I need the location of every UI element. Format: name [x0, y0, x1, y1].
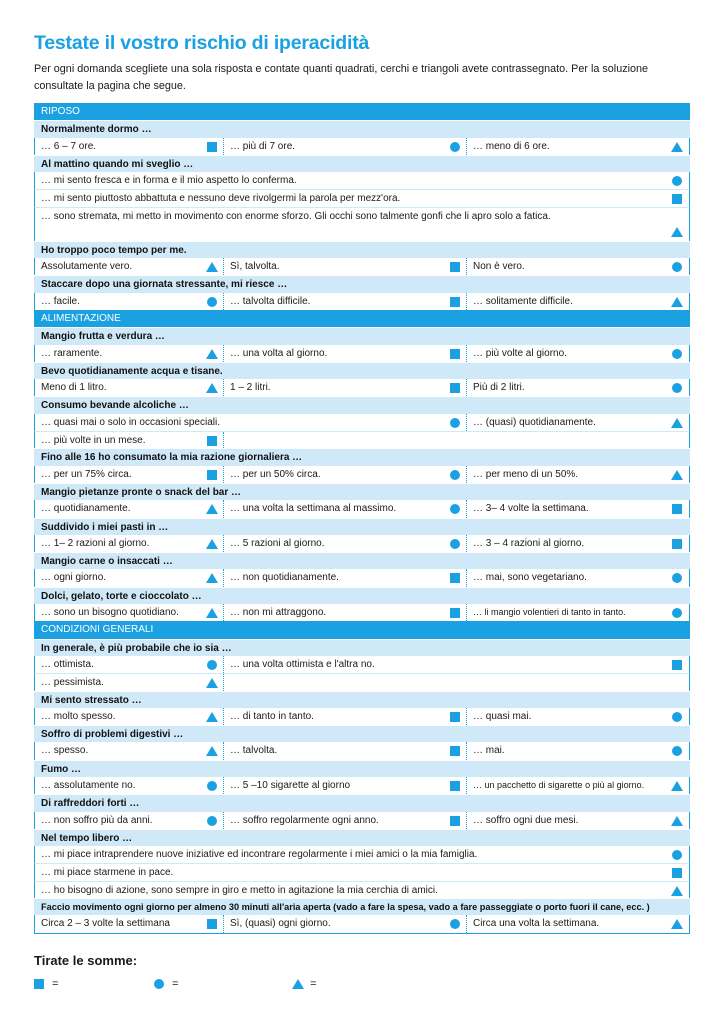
answer-label: … talvolta. — [230, 745, 278, 757]
answer-label: … 3 – 4 razioni al giorno. — [473, 537, 585, 549]
triangle-icon[interactable] — [206, 383, 218, 393]
circle-icon[interactable] — [672, 608, 682, 618]
answer-row — [34, 673, 690, 690]
triangle-icon[interactable] — [206, 504, 218, 514]
triangle-icon[interactable] — [206, 712, 218, 722]
answer-option[interactable] — [466, 258, 688, 275]
answer-option[interactable] — [466, 812, 688, 829]
square-icon[interactable] — [672, 194, 682, 204]
answer-label: 1 – 2 litri. — [230, 382, 271, 394]
answer-option[interactable] — [466, 708, 688, 725]
question-row: Consumo bevande alcoliche … — [34, 396, 690, 413]
answer-label: … sono un bisogno quotidiano. — [41, 607, 179, 619]
answer-option[interactable] — [466, 138, 688, 155]
question-row: In generale, è più probabile che io sia … — [34, 639, 690, 656]
question-row: Staccare dopo una giornata stressante, mi riesce … — [34, 275, 690, 292]
answer-label: … mi sento piuttosto abbattuta e nessuno deve rivolgermi la parola per mezz'ora. — [41, 193, 401, 205]
answer-row — [34, 656, 690, 673]
answer-row — [34, 500, 690, 517]
answer-row — [34, 742, 690, 759]
answer-label: … soffro regolarmente ogni anno. — [230, 814, 379, 826]
total-circles-eq: = — [172, 978, 179, 990]
answer-option[interactable] — [223, 569, 466, 586]
triangle-icon[interactable] — [671, 816, 683, 826]
question-row: Mangio carne o insaccati … — [34, 552, 690, 569]
section-title: CONDIZIONI GENERALI — [41, 624, 154, 636]
triangle-icon — [292, 979, 304, 989]
answer-label: … ogni giorno. — [41, 572, 107, 584]
answer-label: … più di 7 ore. — [230, 140, 296, 152]
triangle-icon[interactable] — [671, 227, 683, 237]
circle-icon — [154, 979, 164, 989]
triangle-icon[interactable] — [206, 349, 218, 359]
answer-option[interactable] — [223, 345, 466, 362]
circle-icon[interactable] — [672, 712, 682, 722]
triangle-icon[interactable] — [671, 470, 683, 480]
answer-label: … 1– 2 razioni al giorno. — [41, 537, 150, 549]
answer-option[interactable] — [223, 604, 466, 621]
answer-option[interactable] — [466, 414, 688, 431]
square-icon[interactable] — [450, 573, 460, 583]
question-row: Fino alle 16 ho consumato la mia razione giornaliera … — [34, 448, 690, 465]
answer-row — [34, 466, 690, 483]
answer-row — [34, 915, 690, 932]
answer-label: … mi piace starmene in pace. — [41, 867, 174, 879]
answer-option[interactable] — [466, 345, 688, 362]
square-icon[interactable] — [672, 868, 682, 878]
answer-label: … mi sento fresca e in forma e il mio aspetto lo conferma. — [41, 175, 297, 187]
answer-option[interactable] — [466, 915, 688, 932]
question-row: Mi sento stressato … — [34, 691, 690, 708]
answer-row — [34, 207, 690, 241]
answer-option[interactable] — [35, 777, 223, 794]
circle-icon[interactable] — [672, 573, 682, 583]
question-row: Fumo … — [34, 760, 690, 777]
square-icon[interactable] — [450, 816, 460, 826]
triangle-icon[interactable] — [671, 418, 683, 428]
answer-option[interactable] — [466, 535, 688, 552]
answer-row — [34, 863, 690, 880]
answer-row — [34, 414, 690, 431]
answer-option[interactable] — [35, 432, 223, 448]
answer-option[interactable] — [223, 500, 466, 517]
answer-option[interactable] — [466, 569, 688, 586]
answer-label: … per un 50% circa. — [230, 468, 321, 480]
question-row: Nel tempo libero … — [34, 829, 690, 846]
answer-row — [34, 293, 690, 310]
triangle-icon[interactable] — [671, 142, 683, 152]
circle-icon[interactable] — [672, 349, 682, 359]
answer-option[interactable] — [223, 466, 466, 483]
answer-option[interactable] — [35, 138, 223, 155]
answer-label: … un pacchetto di sigarette o più al giorno. — [473, 779, 645, 790]
answer-option[interactable] — [223, 742, 466, 759]
answer-option[interactable] — [35, 500, 223, 517]
answer-label: … meno di 6 ore. — [473, 140, 550, 152]
answer-label: … mi piace intraprendere nuove iniziative ed incontrare regolarmente i miei amici o la mia famiglia. — [41, 849, 478, 861]
triangle-icon[interactable] — [206, 262, 218, 272]
triangle-icon[interactable] — [671, 886, 683, 896]
square-icon[interactable] — [672, 504, 682, 514]
answer-row — [34, 172, 690, 189]
answer-option[interactable] — [35, 172, 688, 189]
answer-label: Circa 2 – 3 volte la settimana — [41, 918, 170, 930]
answer-option[interactable] — [35, 915, 223, 932]
answer-option[interactable] — [466, 777, 688, 794]
answer-option[interactable] — [35, 882, 688, 898]
answer-label: … non mi attraggono. — [230, 607, 327, 619]
answer-option[interactable] — [35, 656, 223, 673]
empty-cell — [223, 674, 688, 690]
answer-option[interactable] — [466, 379, 688, 396]
answer-row — [34, 777, 690, 794]
answer-option[interactable] — [466, 500, 688, 517]
answer-label: … 6 – 7 ore. — [41, 140, 97, 152]
circle-icon[interactable] — [450, 919, 460, 929]
answer-label: … per meno di un 50%. — [473, 468, 579, 480]
answer-label: … assolutamente no. — [41, 779, 136, 791]
answer-option[interactable] — [35, 258, 223, 275]
answer-option[interactable] — [35, 742, 223, 759]
total-squares-eq: = — [52, 978, 59, 990]
answer-row — [34, 569, 690, 586]
triangle-icon[interactable] — [206, 678, 218, 688]
answer-label: … soffro ogni due mesi. — [473, 814, 579, 826]
answer-option[interactable] — [35, 812, 223, 829]
triangle-icon[interactable] — [206, 608, 218, 618]
circle-icon[interactable] — [207, 660, 217, 670]
answer-label: … non soffro più da anni. — [41, 814, 153, 826]
section-title: RIPOSO — [41, 106, 80, 117]
answer-row — [34, 345, 690, 362]
question-row: Bevo quotidianamente acqua e tisane. — [34, 362, 690, 379]
question-row: Ho troppo poco tempo per me. — [34, 241, 690, 258]
answer-option[interactable] — [35, 846, 688, 863]
answer-label: … quasi mai o solo in occasioni speciali. — [41, 416, 220, 428]
answer-label: … una volta ottimista e l'altra no. — [230, 658, 375, 670]
circle-icon[interactable] — [450, 142, 460, 152]
answer-label: … solitamente difficile. — [473, 295, 573, 307]
answer-label: … non quotidianamente. — [230, 572, 339, 584]
square-icon[interactable] — [450, 297, 460, 307]
answer-option[interactable] — [223, 258, 466, 275]
triangle-icon[interactable] — [671, 919, 683, 929]
answer-option[interactable] — [223, 812, 466, 829]
intro-text: Per ogni domanda scegliete una sola risposta e contate quanti quadrati, cerchi e triangoli avete contrassegnato. Per la soluzione consultate la pagina che segue. — [34, 63, 649, 92]
answer-row — [34, 604, 690, 621]
answer-option[interactable] — [466, 466, 688, 483]
answer-option[interactable] — [223, 777, 466, 794]
answer-option[interactable] — [35, 535, 223, 552]
triangle-icon[interactable] — [206, 539, 218, 549]
question-row: Soffro di problemi digestivi … — [34, 725, 690, 742]
circle-icon[interactable] — [672, 262, 682, 272]
totals-row — [34, 977, 434, 993]
answer-option[interactable] — [223, 293, 466, 310]
answer-label: Sì, (quasi) ogni giorno. — [230, 918, 331, 930]
answer-label: … molto spesso. — [41, 710, 116, 722]
triangle-icon[interactable] — [206, 746, 218, 756]
answer-label: … 5 razioni al giorno. — [230, 537, 325, 549]
quiz-table — [34, 103, 690, 934]
answer-option[interactable] — [35, 569, 223, 586]
answer-row — [34, 812, 690, 829]
answer-label: Meno di 1 litro. — [41, 382, 107, 394]
answer-label: … per un 75% circa. — [41, 468, 132, 480]
square-icon[interactable] — [450, 746, 460, 756]
section-header — [34, 103, 690, 120]
answer-option[interactable] — [223, 379, 466, 396]
question-row: Mangio pietanze pronte o snack del bar … — [34, 483, 690, 500]
triangle-icon[interactable] — [671, 781, 683, 791]
answer-row — [34, 881, 690, 898]
answer-label: … quasi mai. — [473, 710, 532, 722]
answer-label: … di tanto in tanto. — [230, 710, 314, 722]
square-icon[interactable] — [450, 383, 460, 393]
question-row: Faccio movimento ogni giorno per almeno 30 minuti all'aria aperta (vado a fare la spesa, vado a fare passeggiate o porto fuori il cane, ecc. ) — [34, 898, 690, 915]
answer-row — [34, 379, 690, 396]
answer-option[interactable] — [35, 708, 223, 725]
circle-icon[interactable] — [207, 781, 217, 791]
answer-option[interactable] — [223, 535, 466, 552]
answer-label: … 3– 4 volte la settimana. — [473, 503, 589, 515]
answer-label: Sì, talvolta. — [230, 261, 280, 273]
answer-label: … pessimista. — [41, 677, 104, 689]
circle-icon[interactable] — [450, 504, 460, 514]
answer-option[interactable] — [223, 708, 466, 725]
answer-label: Circa una volta la settimana. — [473, 918, 600, 930]
triangle-icon[interactable] — [671, 297, 683, 307]
answer-label: … più volte in un mese. — [41, 435, 146, 447]
answer-label: … sono stremata, mi metto in movimento con enorme sforzo. Gli occhi sono talmente gonfi che li apro solo a fatica. — [41, 210, 551, 222]
triangle-icon[interactable] — [206, 573, 218, 583]
answer-option[interactable] — [35, 466, 223, 483]
circle-icon[interactable] — [207, 816, 217, 826]
circle-icon[interactable] — [450, 539, 460, 549]
section-header — [34, 310, 690, 327]
square-icon[interactable] — [450, 349, 460, 359]
square-icon[interactable] — [450, 781, 460, 791]
square-icon[interactable] — [207, 142, 217, 152]
answer-option[interactable] — [35, 208, 688, 241]
answer-option[interactable] — [35, 293, 223, 310]
answer-label: … più volte al giorno. — [473, 347, 567, 359]
answer-label: … raramente. — [41, 347, 103, 359]
answer-label: … 5 –10 sigarette al giorno — [230, 779, 351, 791]
answer-label: Non è vero. — [473, 261, 525, 273]
answer-option[interactable] — [466, 604, 688, 621]
answer-option[interactable] — [35, 604, 223, 621]
square-icon[interactable] — [450, 262, 460, 272]
answer-row — [34, 535, 690, 552]
answer-row — [34, 708, 690, 725]
answer-option[interactable] — [223, 656, 688, 673]
square-icon[interactable] — [207, 919, 217, 929]
answer-label: … una volta la settimana al massimo. — [230, 503, 397, 515]
answer-option[interactable] — [35, 414, 466, 431]
square-icon — [34, 979, 44, 989]
answer-label: … quotidianamente. — [41, 503, 131, 515]
answer-label: … (quasi) quotidianamente. — [473, 416, 596, 428]
totals-title: Tirate le somme: — [34, 953, 138, 968]
answer-option[interactable] — [35, 864, 688, 880]
answer-option[interactable] — [466, 293, 688, 310]
answer-row — [34, 431, 690, 448]
question-row: Di raffreddori forti … — [34, 794, 690, 811]
circle-icon[interactable] — [207, 297, 217, 307]
square-icon[interactable] — [450, 712, 460, 722]
answer-label: … facile. — [41, 295, 80, 307]
square-icon[interactable] — [207, 470, 217, 480]
question-row: Al mattino quando mi sveglio … — [34, 155, 690, 172]
square-icon[interactable] — [672, 660, 682, 670]
answer-label: … una volta al giorno. — [230, 347, 328, 359]
square-icon[interactable] — [450, 608, 460, 618]
circle-icon[interactable] — [450, 470, 460, 480]
answer-label: … ottimista. — [41, 658, 94, 670]
empty-cell — [223, 432, 688, 448]
table-bottom-border — [34, 933, 690, 934]
answer-label: Assolutamente vero. — [41, 261, 133, 273]
answer-row — [34, 846, 690, 863]
page-title: Testate il vostro rischio di iperacidità — [34, 32, 370, 54]
answer-label: … mai. — [473, 745, 505, 757]
section-header — [34, 621, 690, 638]
answer-option[interactable] — [35, 190, 688, 206]
answer-label: … spesso. — [41, 745, 89, 757]
question-row: Suddivido i miei pasti in … — [34, 518, 690, 535]
answer-label: … mai, sono vegetariano. — [473, 572, 587, 584]
section-title: ALIMENTAZIONE — [41, 312, 121, 324]
answer-row — [34, 138, 690, 155]
answer-option[interactable] — [35, 345, 223, 362]
answer-option[interactable] — [466, 742, 688, 759]
question-row: Normalmente dormo … — [34, 120, 690, 137]
answer-option[interactable] — [223, 138, 466, 155]
answer-label: Più di 2 litri. — [473, 382, 525, 394]
answer-option[interactable] — [223, 915, 466, 932]
square-icon[interactable] — [207, 436, 217, 446]
answer-label: … talvolta difficile. — [230, 295, 311, 307]
answer-option[interactable] — [35, 674, 223, 690]
question-row: Dolci, gelato, torte e cioccolato … — [34, 587, 690, 604]
circle-icon[interactable] — [672, 746, 682, 756]
circle-icon[interactable] — [672, 176, 682, 186]
answer-option[interactable] — [35, 379, 223, 396]
square-icon[interactable] — [672, 539, 682, 549]
answer-row — [34, 258, 690, 275]
circle-icon[interactable] — [672, 850, 682, 860]
answer-row — [34, 189, 690, 206]
circle-icon[interactable] — [450, 418, 460, 428]
total-triangles-eq: = — [310, 978, 317, 990]
answer-label: … li mangio volentieri di tanto in tanto. — [473, 607, 626, 618]
question-row: Mangio frutta e verdura … — [34, 327, 690, 344]
circle-icon[interactable] — [672, 383, 682, 393]
answer-label: … ho bisogno di azione, sono sempre in giro e metto in agitazione la mia cerchia di amici. — [41, 884, 438, 896]
